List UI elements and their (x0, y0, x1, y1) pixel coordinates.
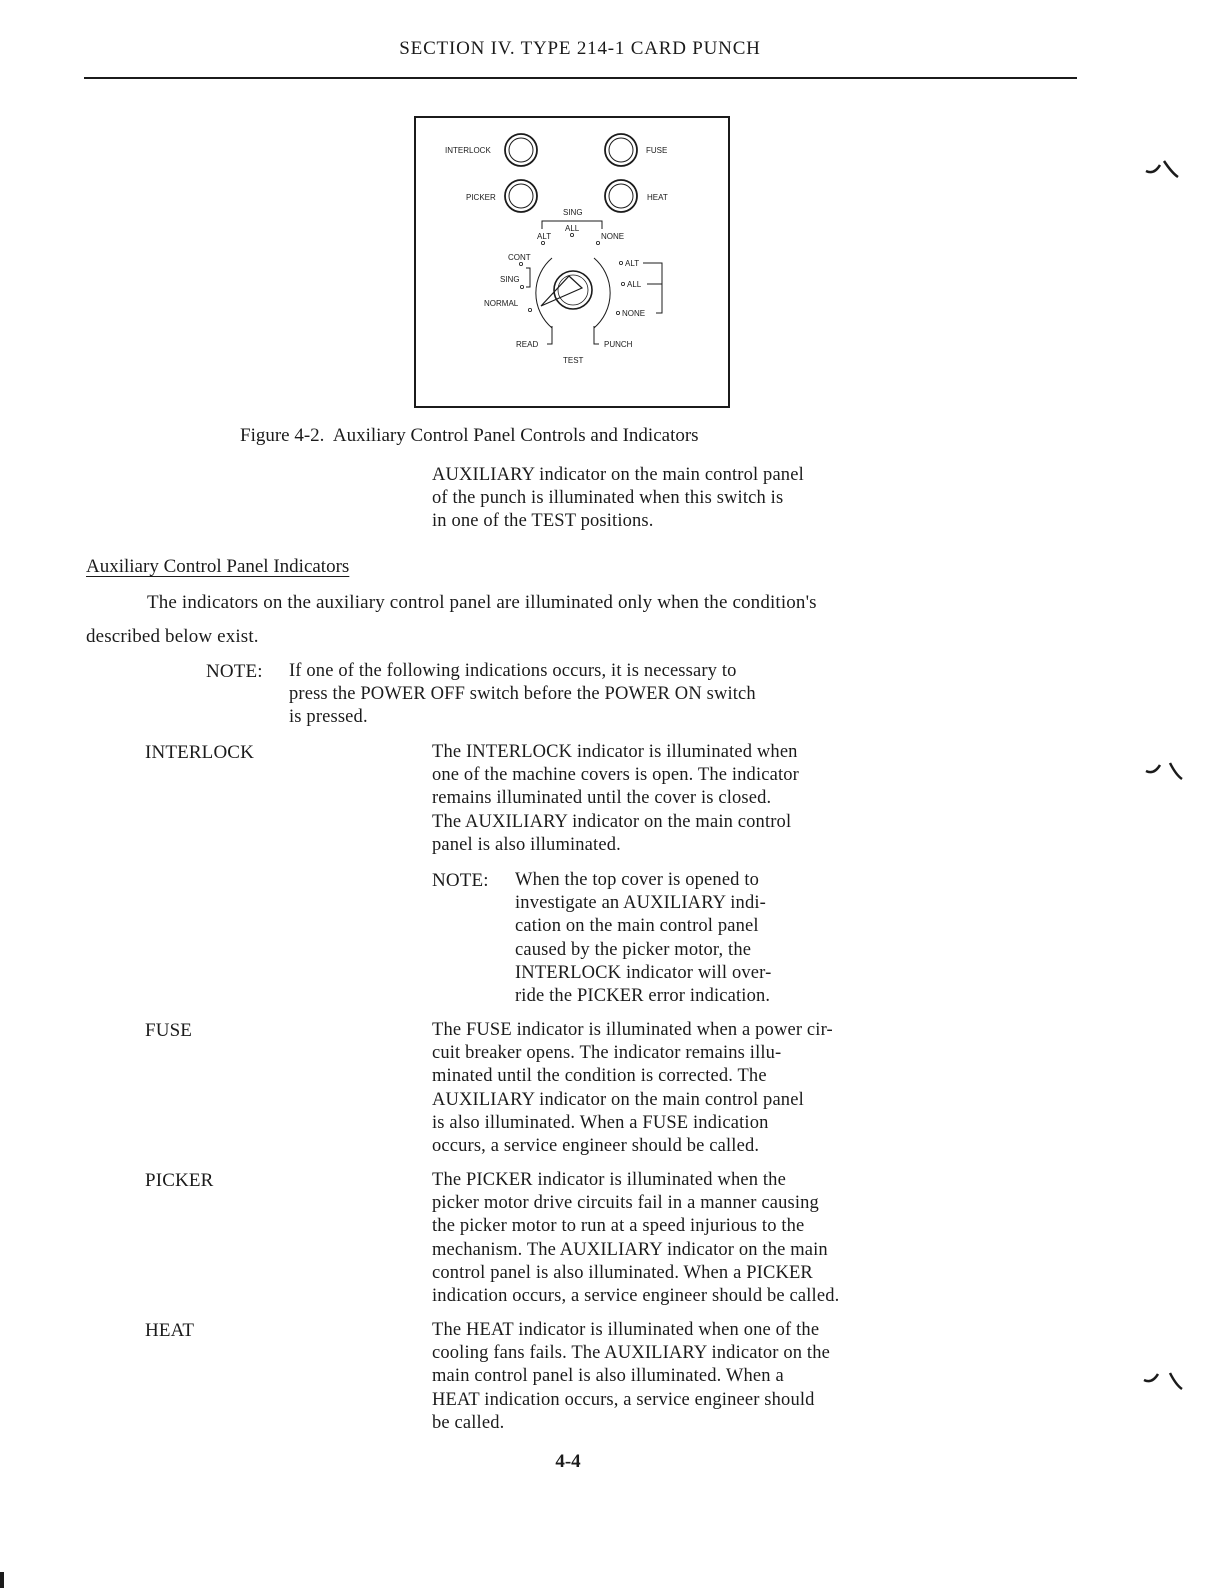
none-right-position-dot (616, 311, 619, 314)
interlock-indicator-lamp (505, 134, 537, 166)
panel-drawing (416, 118, 728, 406)
label-sing-top: SING (563, 208, 583, 217)
label-cont: CONT (508, 253, 531, 262)
text-line: remains illuminated until the cover is closed. (432, 788, 772, 809)
test-right-bracket (643, 263, 662, 313)
switch-knob (554, 271, 592, 309)
cont-position-dot (519, 262, 522, 265)
label-sing-left: SING (500, 275, 520, 284)
section-heading: Auxiliary Control Panel Indicators (86, 556, 350, 577)
label-all-right: ALL (627, 280, 642, 289)
none-top-position-dot (596, 241, 599, 244)
text-line: AUXILIARY indicator on the main control panel (432, 1089, 804, 1110)
label-punch: PUNCH (604, 340, 633, 349)
label-interlock: INTERLOCK (445, 146, 491, 155)
intro-continuation (432, 464, 804, 534)
indicator-description-interlock (432, 741, 799, 857)
header-rule (84, 77, 1077, 79)
text-line: is also illuminated. When a FUSE indication (432, 1112, 769, 1133)
text-line: cuit breaker opens. The indicator remains illu- (432, 1043, 782, 1064)
text-line: When the top cover is opened to (515, 870, 760, 890)
picker-indicator-lamp (505, 180, 537, 212)
text-line: cation on the main control panel (515, 916, 759, 937)
text-line: in one of the TEST positions. (432, 511, 654, 532)
scan-artifact-marks (1140, 135, 1220, 1575)
text-line: of the punch is illuminated when this switch is (432, 488, 784, 509)
indicator-description-heat (432, 1319, 830, 1435)
sing-left-bracket (526, 268, 530, 287)
indicator-label-interlock: INTERLOCK (145, 742, 255, 763)
auxiliary-control-panel-figure (414, 116, 730, 408)
page-header: SECTION IV. TYPE 214-1 CARD PUNCH (399, 38, 761, 59)
label-read: READ (516, 340, 539, 349)
scan-mark (1146, 765, 1160, 772)
text-line: The PICKER indicator is illuminated when the (432, 1170, 786, 1190)
text-line: HEAT indication occurs, a service engineer should (432, 1389, 815, 1410)
switch-right-arc (594, 258, 610, 328)
interlock-note-label: NOTE: (432, 870, 489, 891)
text-line: control panel is also illuminated. When a PICKER (432, 1262, 813, 1283)
indicator-label-heat: HEAT (145, 1320, 195, 1341)
text-line: cooling fans fails. The AUXILIARY indicator on the (432, 1343, 830, 1364)
text-line: is pressed. (289, 707, 368, 728)
text-line: be called. (432, 1412, 505, 1433)
scan-edge-mark (0, 1572, 4, 1588)
page-number: 4-4 (555, 1451, 581, 1472)
text-line: the picker motor to run at a speed injurious to the (432, 1216, 805, 1237)
label-none-top: NONE (601, 232, 625, 241)
indicator-description-picker (432, 1169, 839, 1308)
fuse-indicator-lamp (605, 134, 637, 166)
indicator-label-fuse: FUSE (145, 1020, 193, 1041)
scan-mark (1170, 1373, 1182, 1389)
mode-rotary-switch[interactable] (536, 258, 610, 328)
text-line: mechanism. The AUXILIARY indicator on the main (432, 1239, 828, 1260)
scan-mark (1164, 161, 1178, 177)
all-top-position-dot (570, 233, 573, 236)
alt-right-position-dot (619, 261, 622, 264)
section-paragraph-line: The indicators on the auxiliary control panel are illuminated only when the condition's (147, 592, 817, 613)
scan-mark (1170, 763, 1182, 779)
text-line: The INTERLOCK indicator is illuminated when (432, 742, 798, 762)
text-line: AUXILIARY indicator on the main control panel (432, 465, 804, 485)
label-heat: HEAT (647, 193, 668, 202)
label-normal: NORMAL (484, 299, 519, 308)
text-line: picker motor drive circuits fail in a manner causing (432, 1193, 819, 1214)
text-line: ride the PICKER error indication. (515, 986, 771, 1007)
figure-caption: Figure 4-2. Auxiliary Control Panel Controls and Indicators (240, 425, 699, 446)
all-right-position-dot (621, 282, 624, 285)
alt-top-position-dot (541, 241, 544, 244)
text-line: panel is also illuminated. (432, 834, 621, 855)
sing-left-position-dot (520, 285, 523, 288)
interlock-note (515, 869, 771, 1008)
text-line: press the POWER OFF switch before the POWER ON switch (289, 684, 756, 705)
heat-indicator-lamp (605, 180, 637, 212)
switch-left-arc (536, 258, 552, 328)
text-line: INTERLOCK indicator will over- (515, 962, 772, 983)
text-line: The FUSE indicator is illuminated when a power cir- (432, 1020, 833, 1040)
label-none-right: NONE (622, 309, 646, 318)
text-line: one of the machine covers is open. The indicator (432, 765, 799, 786)
label-all-top: ALL (565, 224, 580, 233)
scan-mark (1144, 1374, 1158, 1381)
label-alt-right: ALT (625, 259, 640, 268)
label-fuse: FUSE (646, 146, 668, 155)
text-line: main control panel is also illuminated. When a (432, 1366, 784, 1387)
text-line: caused by the picker motor, the (515, 939, 752, 960)
text-line: indication occurs, a service engineer should be called. (432, 1286, 840, 1307)
text-line: occurs, a service engineer should be called. (432, 1136, 760, 1157)
text-line: If one of the following indications occurs, it is necessary to (289, 661, 737, 681)
punch-bracket (594, 326, 599, 344)
read-bracket (547, 326, 552, 344)
note-label: NOTE: (206, 661, 263, 682)
section-note (289, 660, 756, 730)
label-alt-top: ALT (537, 232, 552, 241)
section-paragraph-line: described below exist. (86, 626, 259, 647)
indicator-description-fuse (432, 1019, 833, 1158)
label-picker: PICKER (466, 193, 496, 202)
text-line: The HEAT indicator is illuminated when one of the (432, 1320, 820, 1340)
normal-position-dot (528, 308, 531, 311)
label-test: TEST (563, 356, 584, 365)
text-line: minated until the condition is corrected. The (432, 1066, 767, 1087)
text-line: The AUXILIARY indicator on the main control (432, 811, 792, 832)
scan-mark (1146, 165, 1160, 172)
indicator-label-picker: PICKER (145, 1170, 214, 1191)
text-line: investigate an AUXILIARY indi- (515, 893, 766, 914)
